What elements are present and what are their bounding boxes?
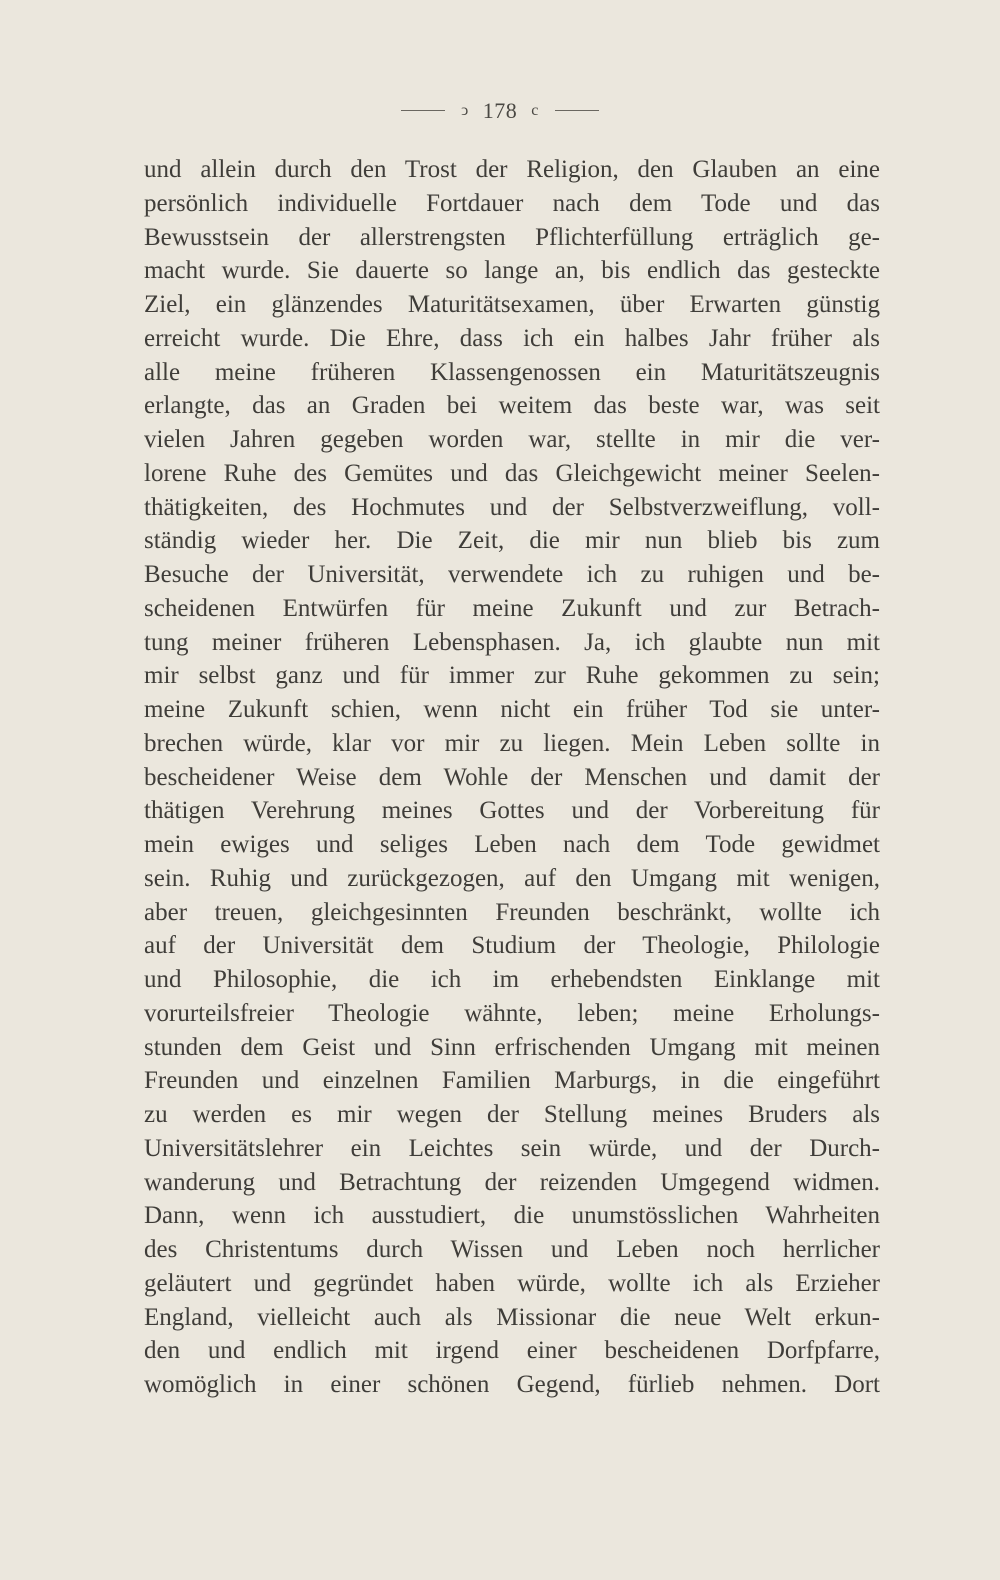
body-text: [144, 153, 880, 1402]
text-line: den und endlich mit irgend einer bescheidenen Dorfpfarre,: [144, 1337, 880, 1365]
text-line: Ziel, ein glänzendes Maturitätsexamen, über Erwarten günstig: [144, 291, 880, 318]
text-line: geläutert und gegründet haben würde, wollte ich als Erzieher: [144, 1269, 880, 1297]
text-line: auf der Universität dem Studium der Theologie, Philologie: [144, 932, 880, 960]
text-line: womöglich in einer schönen Gegend, fürlieb nehmen. Dort: [144, 1371, 880, 1398]
text-line: persönlich individuelle Fortdauer nach dem Tode und das: [144, 189, 880, 217]
text-line: stunden dem Geist und Sinn erfrischenden Umgang mit meinen: [144, 1033, 880, 1061]
text-line: Universitätslehrer ein Leichtes sein würde, und der Durch-: [144, 1134, 880, 1162]
text-line: thätigen Verehrung meines Gottes und der Vorbereitung für: [144, 797, 880, 825]
text-line: meine Zukunft schien, wenn nicht ein früher Tod sie unter-: [144, 696, 880, 723]
text-line: alle meine früheren Klassengenossen ein Maturitätszeugnis: [144, 358, 880, 386]
text-line: und Philosophie, die ich im erhebendsten Einklange mit: [144, 966, 880, 993]
text-line: mir selbst ganz und für immer zur Ruhe gekommen zu sein;: [144, 662, 880, 690]
right-rule: [555, 110, 599, 111]
page-header: [0, 96, 1000, 124]
text-line: vorurteilsfreier Theologie wähnte, leben; meine Erholungs-: [144, 999, 880, 1027]
text-line: bescheidener Weise dem Wohle der Menschen und damit der: [144, 763, 880, 791]
text-line: wanderung und Betrachtung der reizenden Umgegend widmen.: [144, 1168, 880, 1196]
text-line: und allein durch den Trost der Religion, den Glauben an eine: [144, 156, 880, 183]
text-line: thätigkeiten, des Hochmutes und der Selbstverzweiflung, voll-: [144, 493, 880, 521]
text-line: des Christentums durch Wissen und Leben noch herrlicher: [144, 1236, 880, 1263]
text-line: erlangte, das an Graden bei weitem das beste war, was seit: [144, 392, 880, 420]
text-line: Bewusstsein der allerstrengsten Pflichterfüllung erträglich ge-: [144, 223, 880, 251]
text-line: scheidenen Entwürfen für meine Zukunft und zur Betrach-: [144, 594, 880, 622]
text-line: brechen würde, klar vor mir zu liegen. Mein Leben sollte in: [144, 729, 880, 757]
text-line: zu werden es mir wegen der Stellung meines Bruders als: [144, 1101, 880, 1128]
left-ornament: ↄ: [461, 101, 469, 119]
right-ornament: c: [531, 101, 539, 119]
left-rule: [401, 110, 445, 111]
text-line: England, vielleicht auch als Missionar die neue Welt erkun-: [144, 1303, 880, 1331]
text-line: macht wurde. Sie dauerte so lange an, bis endlich das gesteckte: [144, 257, 880, 285]
text-line: vielen Jahren gegeben worden war, stellte in mir die ver-: [144, 426, 880, 453]
text-line: tung meiner früheren Lebensphasen. Ja, ich glaubte nun mit: [144, 628, 880, 656]
text-line: mein ewiges und seliges Leben nach dem Tode gewidmet: [144, 831, 880, 858]
text-line: sein. Ruhig und zurückgezogen, auf den Umgang mit wenigen,: [144, 864, 880, 892]
text-line: Besuche der Universität, verwendete ich zu ruhigen und be-: [144, 561, 880, 588]
text-line: Freunden und einzelnen Familien Marburgs, in die eingeführt: [144, 1067, 880, 1095]
text-line: Dann, wenn ich ausstudiert, die unumstösslichen Wahrheiten: [144, 1202, 880, 1230]
text-line: aber treuen, gleichgesinnten Freunden beschränkt, wollte ich: [144, 898, 880, 926]
text-line: ständig wieder her. Die Zeit, die mir nun blieb bis zum: [144, 527, 880, 555]
text-line: lorene Ruhe des Gemütes und das Gleichgewicht meiner Seelen-: [144, 459, 880, 487]
page-number: 178: [482, 97, 518, 123]
text-line: erreicht wurde. Die Ehre, dass ich ein halbes Jahr früher als: [144, 324, 880, 352]
